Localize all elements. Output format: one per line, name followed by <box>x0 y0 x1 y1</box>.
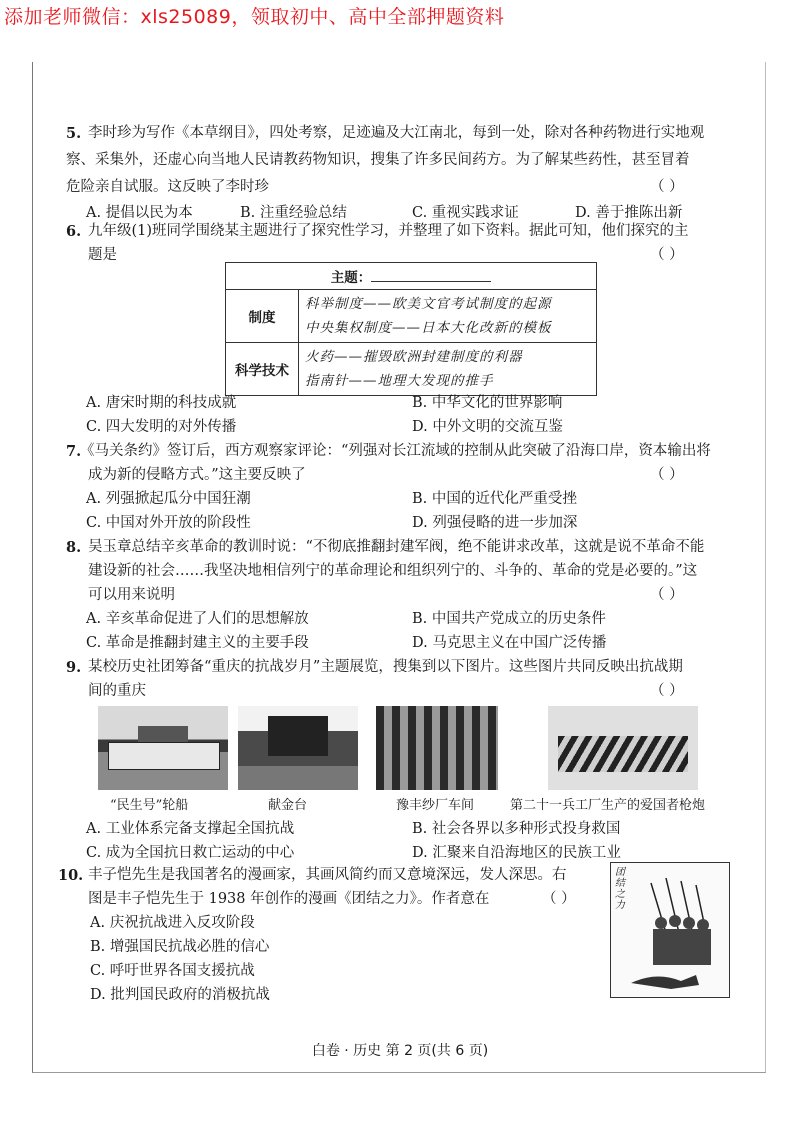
row-item: 科举制度——欧美文官考试制度的起源 <box>305 296 552 312</box>
answer-parentheses: （ ） <box>650 587 684 603</box>
row-item: 火药——摧毁欧洲封建制度的利器 <box>305 349 523 365</box>
topic-header <box>226 263 597 290</box>
question-number: 9. <box>66 659 82 676</box>
page-footer: 白卷 · 历史 第 2 页(共 6 页) <box>311 1043 489 1059</box>
option-c: C. 革命是推翻封建主义的主要手段 <box>86 635 309 651</box>
row-content <box>299 343 597 396</box>
question-text-line: 察、采集外，还虚心向当地人民请教药物知识，搜集了许多民间药方。为了解某些药性，甚至冒着 <box>66 152 690 168</box>
question-text-line: 李时珍为写作《本草纲目》，四处考察，足迹遍及大江南北，每到一处，除对各种药物进行实地观 <box>88 125 705 141</box>
option-b: B. 注重经验总结 <box>240 205 347 221</box>
question-text-line: 某校历史社团筹备“重庆的抗战岁月”主题展览，搜集到以下图片。这些图片共同反映出抗战期 <box>88 659 683 675</box>
question-number: 7. <box>66 443 82 460</box>
answer-parentheses: （ ） <box>650 247 684 263</box>
row-item: 中央集权制度——日本大化改新的模板 <box>305 320 552 336</box>
photo-caption: “民生号”轮船 <box>110 798 189 813</box>
topic-table <box>225 262 597 396</box>
weapons-photo <box>548 706 698 790</box>
promo-banner: 添加老师微信：xls25089，领取初中、高中全部押题资料 <box>4 6 505 28</box>
factory-workshop-photo <box>376 706 498 790</box>
option-a: A. 唐宋时期的科技成就 <box>86 395 237 411</box>
option-d: D. 批判国民政府的消极抗战 <box>90 987 270 1003</box>
row-item: 指南针——地理大发现的推手 <box>305 373 494 389</box>
question-number: 6. <box>66 223 82 240</box>
topic-label: 主题： <box>330 270 372 286</box>
topic-blank <box>371 281 491 282</box>
steamship-photo <box>98 706 228 790</box>
answer-parentheses: （ ） <box>542 891 576 907</box>
donation-stage-photo <box>238 706 358 790</box>
question-text-line: 九年级(1)班同学围绕某主题进行了探究性学习，并整理了如下资料。据此可知，他们探究的主 <box>88 223 689 239</box>
cartoon-image <box>610 862 730 998</box>
answer-parentheses: （ ） <box>650 179 684 195</box>
option-a: A. 辛亥革命促进了人们的思想解放 <box>86 611 309 627</box>
option-b: B. 中华文化的世界影响 <box>412 395 563 411</box>
question-text-line: 间的重庆 <box>88 683 146 699</box>
answer-parentheses: （ ） <box>650 467 684 483</box>
option-b: B. 中国共产党成立的历史条件 <box>412 611 606 627</box>
question-text-line: 题是 <box>88 247 117 263</box>
option-b: B. 中国的近代化严重受挫 <box>412 491 577 507</box>
question-number: 8. <box>66 539 82 556</box>
question-text-line: 成为新的侵略方式。”这主要反映了 <box>88 467 306 483</box>
photo-caption: 豫丰纱厂车间 <box>396 798 475 813</box>
question-text-line: 建设新的社会……我坚决地相信列宁的革命理论和组织列宁的、斗争的、革命的党是必要的。”这 <box>88 563 698 579</box>
row-content <box>299 290 597 343</box>
answer-parentheses: （ ） <box>650 683 684 699</box>
question-text-line: 吴玉章总结辛亥革命的教训时说：“不彻底推翻封建军阀，绝不能讲求改革，这就是说不革命不能 <box>88 539 705 555</box>
photo-caption: 第二十一兵工厂生产的爱国者枪炮 <box>510 798 706 813</box>
option-a: A. 工业体系完备支撑起全国抗战 <box>86 821 295 837</box>
question-text-line: 可以用来说明 <box>88 587 175 603</box>
option-c: C. 成为全国抗日救亡运动的中心 <box>86 845 295 861</box>
option-c: C. 呼吁世界各国支援抗战 <box>90 963 255 979</box>
option-d: D. 马克思主义在中国广泛传播 <box>412 635 607 651</box>
option-c: C. 重视实践求证 <box>412 205 519 221</box>
option-c: C. 四大发明的对外传播 <box>86 419 237 435</box>
row-label: 制度 <box>226 290 299 343</box>
question-number: 5. <box>66 125 82 142</box>
photo-caption: 献金台 <box>268 798 308 813</box>
question-text-line: 《马关条约》签订后，西方观察家评论：“列强对长江流域的控制从此突破了沿海口岸，资本输出将 <box>80 443 711 459</box>
option-a: A. 提倡以民为本 <box>86 205 193 221</box>
option-d: D. 善于推陈出新 <box>575 205 683 221</box>
question-text-line: 丰子恺先生是我国著名的漫画家，其画风简约而又意境深远，发人深思。右 <box>88 867 567 883</box>
question-number: 10. <box>58 867 84 884</box>
row-label: 科学技术 <box>226 343 299 396</box>
option-d: D. 汇聚来自沿海地区的民族工业 <box>412 845 621 861</box>
option-d: D. 中外文明的交流互鉴 <box>412 419 563 435</box>
question-text-line: 危险亲自试服。这反映了李时珍 <box>66 179 269 195</box>
option-a: A. 庆祝抗战进入反攻阶段 <box>90 915 255 931</box>
option-b: B. 社会各界以多种形式投身救国 <box>412 821 621 837</box>
option-a: A. 列强掀起瓜分中国狂潮 <box>86 491 251 507</box>
option-c: C. 中国对外开放的阶段性 <box>86 515 251 531</box>
option-b: B. 增强国民抗战必胜的信心 <box>90 939 270 955</box>
question-text-line: 图是丰子恺先生于 1938 年创作的漫画《团结之力》。作者意在 <box>88 891 490 907</box>
cartoon-title: 团结之力 <box>615 867 625 911</box>
option-d: D. 列强侵略的进一步加深 <box>412 515 578 531</box>
